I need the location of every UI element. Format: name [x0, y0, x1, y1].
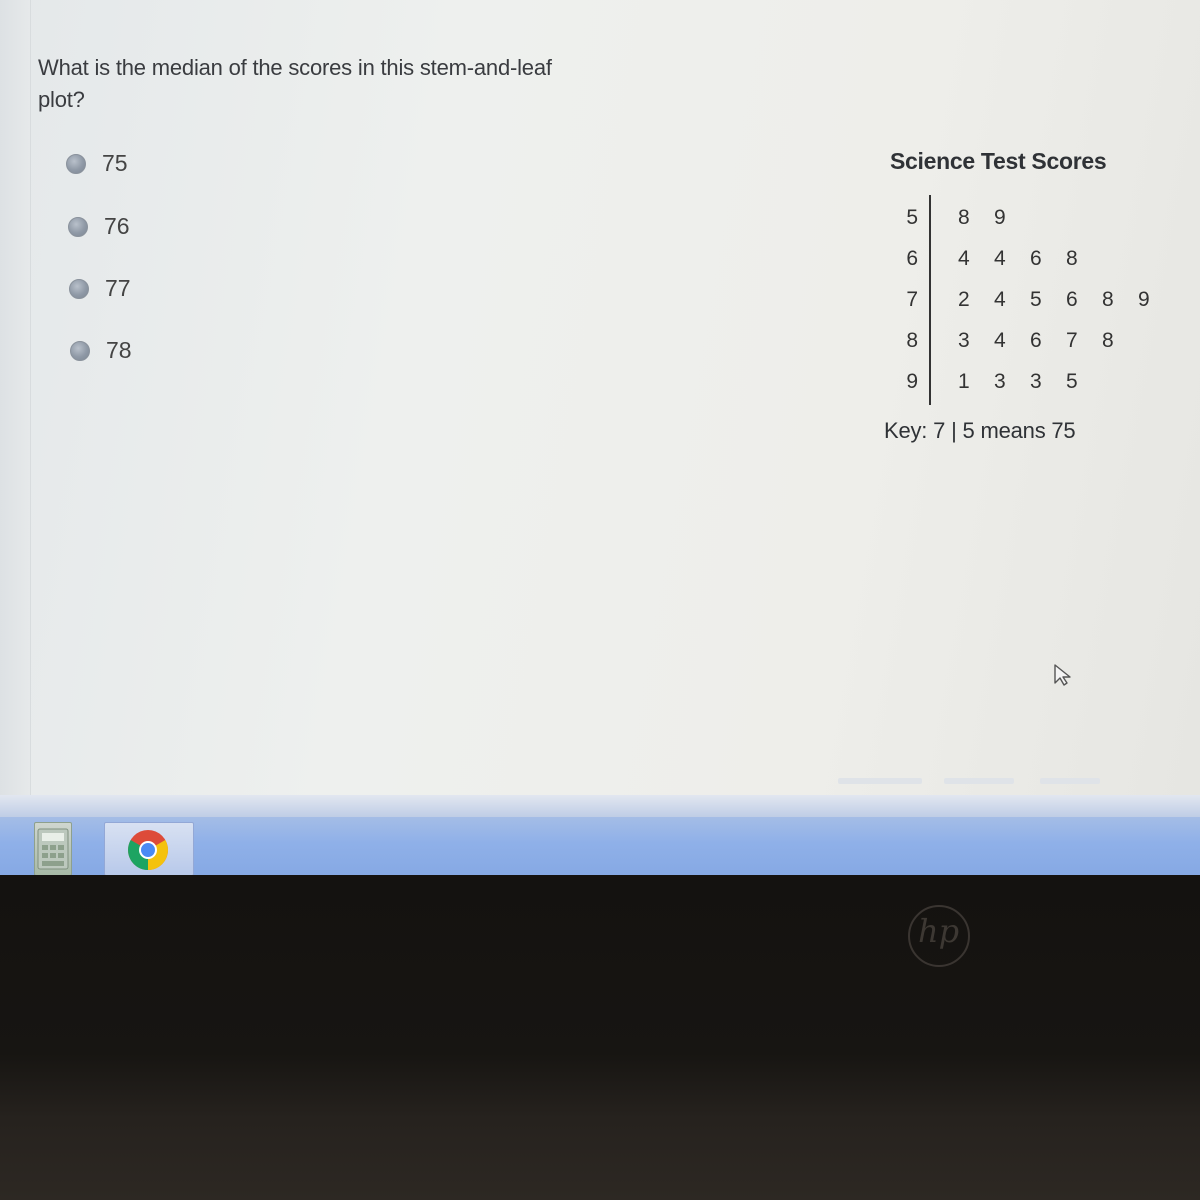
option-77[interactable]	[69, 275, 131, 302]
leaf-value: 9	[1138, 288, 1150, 311]
radio-button[interactable]	[68, 217, 88, 237]
calculator-icon	[35, 823, 71, 875]
radio-button[interactable]	[66, 154, 86, 174]
leaf-value: 3	[958, 329, 970, 352]
leaf-value: 4	[994, 288, 1006, 311]
scroll-hint	[1040, 778, 1100, 784]
leaf-value: 5	[1066, 370, 1078, 393]
radio-button[interactable]	[70, 341, 90, 361]
taskbar-app-calculator[interactable]	[34, 822, 72, 876]
leaf-value: 4	[958, 247, 970, 270]
stem-divider	[929, 195, 931, 405]
stem-value: 7	[906, 288, 918, 311]
leaf-value: 3	[1030, 370, 1042, 393]
leaf-value: 2	[958, 288, 970, 311]
leaf-value: 3	[994, 370, 1006, 393]
stem-value: 9	[906, 370, 918, 393]
plot-title: Science Test Scores	[890, 148, 1107, 174]
leaf-value: 6	[1030, 329, 1042, 352]
option-label: 76	[104, 213, 130, 239]
leaf-value: 8	[1102, 288, 1114, 311]
leaf-value: 9	[994, 206, 1006, 229]
leaf-value: 6	[1030, 247, 1042, 270]
option-label: 77	[105, 275, 131, 301]
option-78[interactable]	[70, 337, 132, 364]
option-76[interactable]	[68, 213, 130, 240]
leaf-value: 7	[1066, 329, 1078, 352]
option-label: 75	[102, 150, 128, 176]
laptop-bezel	[0, 875, 1200, 1200]
question-text	[38, 52, 638, 116]
leaf-value: 4	[994, 247, 1006, 270]
leaf-value: 5	[1030, 288, 1042, 311]
scroll-hint	[944, 778, 1014, 784]
content-left-edge	[0, 0, 31, 795]
stem-value: 5	[906, 206, 918, 229]
leaf-value: 8	[958, 206, 970, 229]
radio-button[interactable]	[69, 279, 89, 299]
leaf-value: 4	[994, 329, 1006, 352]
chrome-icon	[126, 828, 170, 872]
leaf-value: 8	[1102, 329, 1114, 352]
mouse-cursor-icon	[1052, 663, 1074, 687]
question-line-1: What is the median of the scores in this stem-and-leaf	[38, 55, 552, 80]
stem-value: 6	[906, 247, 918, 270]
taskbar-top-strip	[0, 795, 1200, 817]
option-75[interactable]	[66, 150, 128, 177]
stem-value: 8	[906, 329, 918, 352]
leaf-value: 6	[1066, 288, 1078, 311]
question-line-2: plot?	[38, 87, 85, 112]
leaf-value: 8	[1066, 247, 1078, 270]
leaf-value: 1	[958, 370, 970, 393]
option-label: 78	[106, 337, 132, 363]
plot-key: Key: 7 | 5 means 75	[884, 418, 1076, 443]
scroll-hint	[838, 778, 922, 784]
hp-logo-text: hp	[918, 912, 960, 950]
